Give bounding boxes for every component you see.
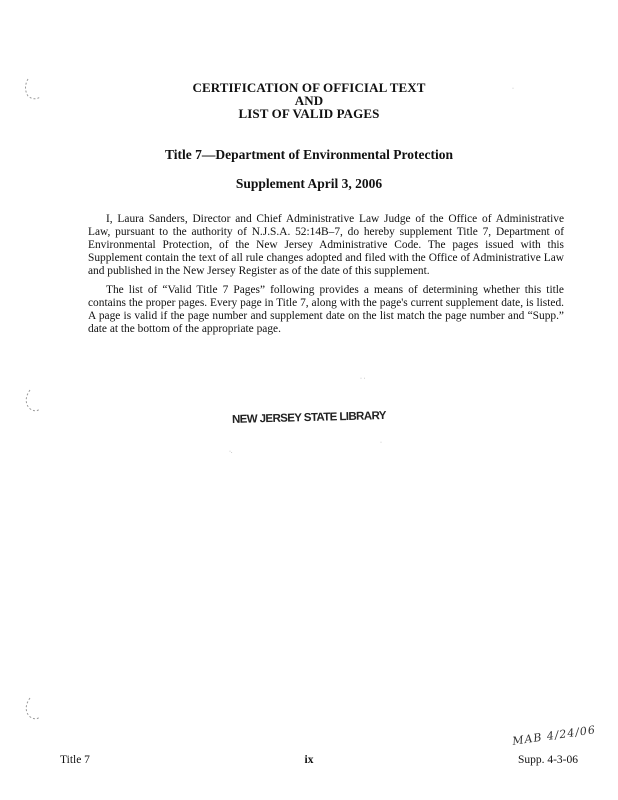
footer-title: Title 7 [60,754,90,766]
scan-speck: · · [360,376,366,382]
footer-page-number: ix [304,754,314,766]
handwritten-note: MAB 4/24/06 [511,723,597,748]
valid-pages-paragraph: The list of “Valid Title 7 Pages” following provides a means of determining whether this title contains the proper pages. Every page in Title 7, along with the page's current supplement date, is listed. A page is valid if the page number and supplement date on the list match the page number and “Supp.” date at the bottom of the appropriate page. [88,284,564,336]
scan-speck: · [380,440,382,446]
title-heading: Title 7—Department of Environmental Protection [165,147,453,162]
scan-speck: ·. [229,449,233,455]
certification-paragraph: I, Laura Sanders, Director and Chief Administrative Law Judge of the Office of Administrative Law, pursuant to the authority of N.J.S.A. 52:14B–7, do hereby supplement Title 7, Department of Environmental Protection, of the New Jersey Administrative Code. The pages issued with this Supplement contain the text of all rule changes adopted and filed with the Office of Administrative Law and published in the New Jersey Register as of the date of this supplement. [88,213,564,278]
heading-and: AND [294,93,324,108]
punch-hole-bottom [22,696,44,722]
heading-valid-pages: LIST OF VALID PAGES [238,106,380,121]
library-stamp: NEW JERSEY STATE LIBRARY [231,409,387,427]
heading-certification: CERTIFICATION OF OFFICIAL TEXT [192,80,426,95]
scan-speck: · [512,86,514,92]
punch-hole-middle [22,388,44,414]
footer-supplement-date: Supp. 4-3-06 [517,754,578,766]
supplement-heading: Supplement April 3, 2006 [235,176,383,191]
